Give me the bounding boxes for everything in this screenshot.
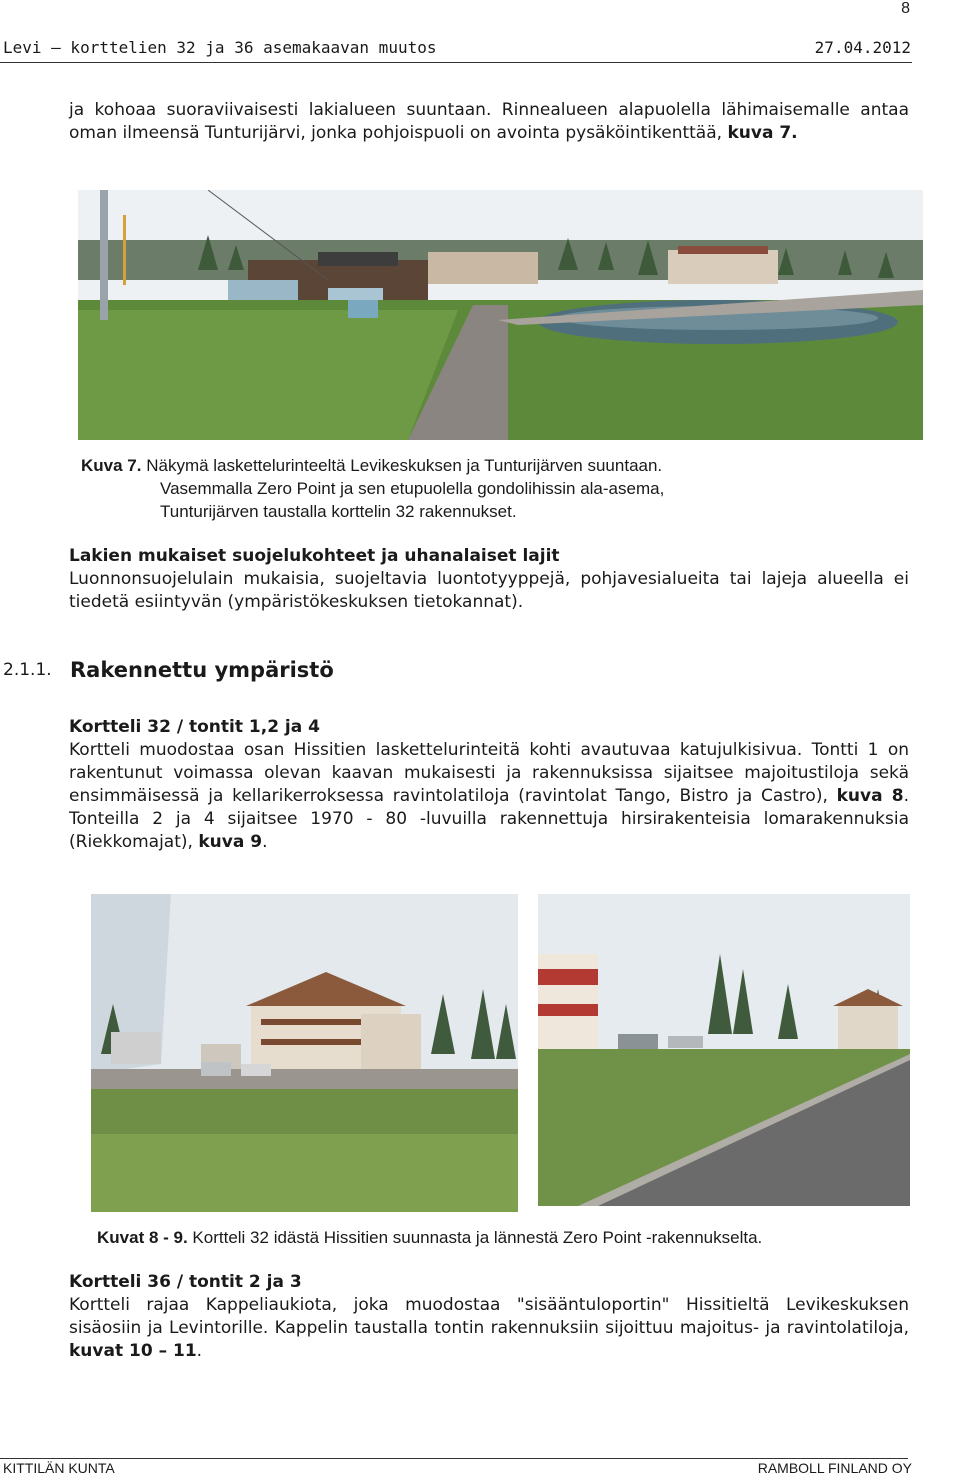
block-32-text2: . Tonteilla 2 ja 4 sijaitsee 1970 - 80 -luvuilla rakennettuja hirsirakenteisia lomarakennuksia (Riekkomajat), xyxy=(69,786,909,852)
photo-kuva-9 xyxy=(538,894,910,1206)
figure-7-line3: Tunturijärven taustalla korttelin 32 rakennukset. xyxy=(160,502,517,521)
photo-kuva-8 xyxy=(91,894,518,1212)
intro-text: ja kohoaa suoraviivaisesti lakialueen suuntaan. Rinnealueen alapuolella lähimaisemalle antaa oman ilmeensä Tunturijärvi, jonka pohjoispuoli on avointa pysäköintikenttää, xyxy=(69,100,909,143)
protection-heading: Lakien mukaiset suojelukohteet ja uhanalaiset lajit xyxy=(69,546,560,566)
footer-company: RAMBOLL FINLAND OY xyxy=(757,1460,912,1476)
figure-8-9-caption xyxy=(97,1226,762,1249)
figure-10-11-ref: kuvat 10 – 11 xyxy=(69,1341,197,1361)
header-date: 27.04.2012 xyxy=(814,38,911,57)
ski-slope-panorama-image xyxy=(78,190,923,440)
block-32-paragraph xyxy=(69,739,909,854)
page-number: 8 xyxy=(901,0,910,17)
header-title: Levi – korttelien 32 ja 36 asemakaavan muutos xyxy=(3,38,437,57)
block-32-heading: Kortteli 32 / tontit 1,2 ja 4 xyxy=(69,717,320,737)
intro-figure-ref: kuva 7. xyxy=(727,123,798,143)
footer-municipality: KITTILÄN KUNTA xyxy=(3,1460,115,1476)
figure-8-ref: kuva 8 xyxy=(836,786,904,806)
header-rule xyxy=(0,62,912,63)
block-32-text3: . xyxy=(262,832,268,852)
intro-paragraph xyxy=(69,99,909,145)
photo-kuva-7 xyxy=(78,190,923,440)
block-32-text1: Kortteli muodostaa osan Hissitien laskettelurinteitä kohti avautuvaa katujulkisivua. Tontti 1 on rakentunut voimassa olevan kaavan mukaisesti ja rakennuksissa sijaitsee majoitustiloja sekä ensimmäisessä ja kellarikerroksessa ravintolatiloja (ravintolat Tango, Bistro ja Castro), xyxy=(69,740,909,806)
section-title: Rakennettu ympäristö xyxy=(70,658,334,682)
block-36-paragraph xyxy=(69,1294,909,1363)
block-36-text2: . xyxy=(196,1341,203,1361)
figure-7-line2: Vasemmalla Zero Point ja sen etupuolella gondolihissin ala-asema, xyxy=(160,479,665,498)
figure-8-9-text: Kortteli 32 idästä Hissitien suunnasta ja lännestä Zero Point -rakennukselta. xyxy=(187,1228,763,1247)
block-36-text1: Kortteli rajaa Kappeliaukiota, joka muodostaa "sisääntuloportin" Hissitieltä Levikeskuksen sisäosiin ja Levintorille. Kappelin taustalla tontin rakennuksiin sijoittuu majoitus- ja ravintolatiloja, xyxy=(69,1295,909,1338)
footer-rule xyxy=(0,1458,908,1459)
protection-paragraph: Luonnonsuojelulain mukaisia, suojeltavia luontotyyppejä, pohjavesialueita tai lajeja alueella ei tiedetä esiintyvän (ympäristökeskuksen tietokannat). xyxy=(69,569,909,612)
block-36-heading: Kortteli 36 / tontit 2 ja 3 xyxy=(69,1272,302,1292)
section-number: 2.1.1. xyxy=(3,660,52,680)
figure-8-9-label: Kuvat 8 - 9. xyxy=(97,1228,188,1247)
block-32-west-image xyxy=(538,894,910,1206)
figure-7-label: Kuva 7. xyxy=(81,456,142,475)
figure-7-line1: Näkymä laskettelurinteeltä Levikeskuksen ja Tunturijärven suuntaan. xyxy=(141,456,663,475)
figure-9-ref: kuva 9 xyxy=(198,832,263,852)
figure-7-caption xyxy=(81,454,662,477)
block-32-east-image xyxy=(91,894,518,1212)
